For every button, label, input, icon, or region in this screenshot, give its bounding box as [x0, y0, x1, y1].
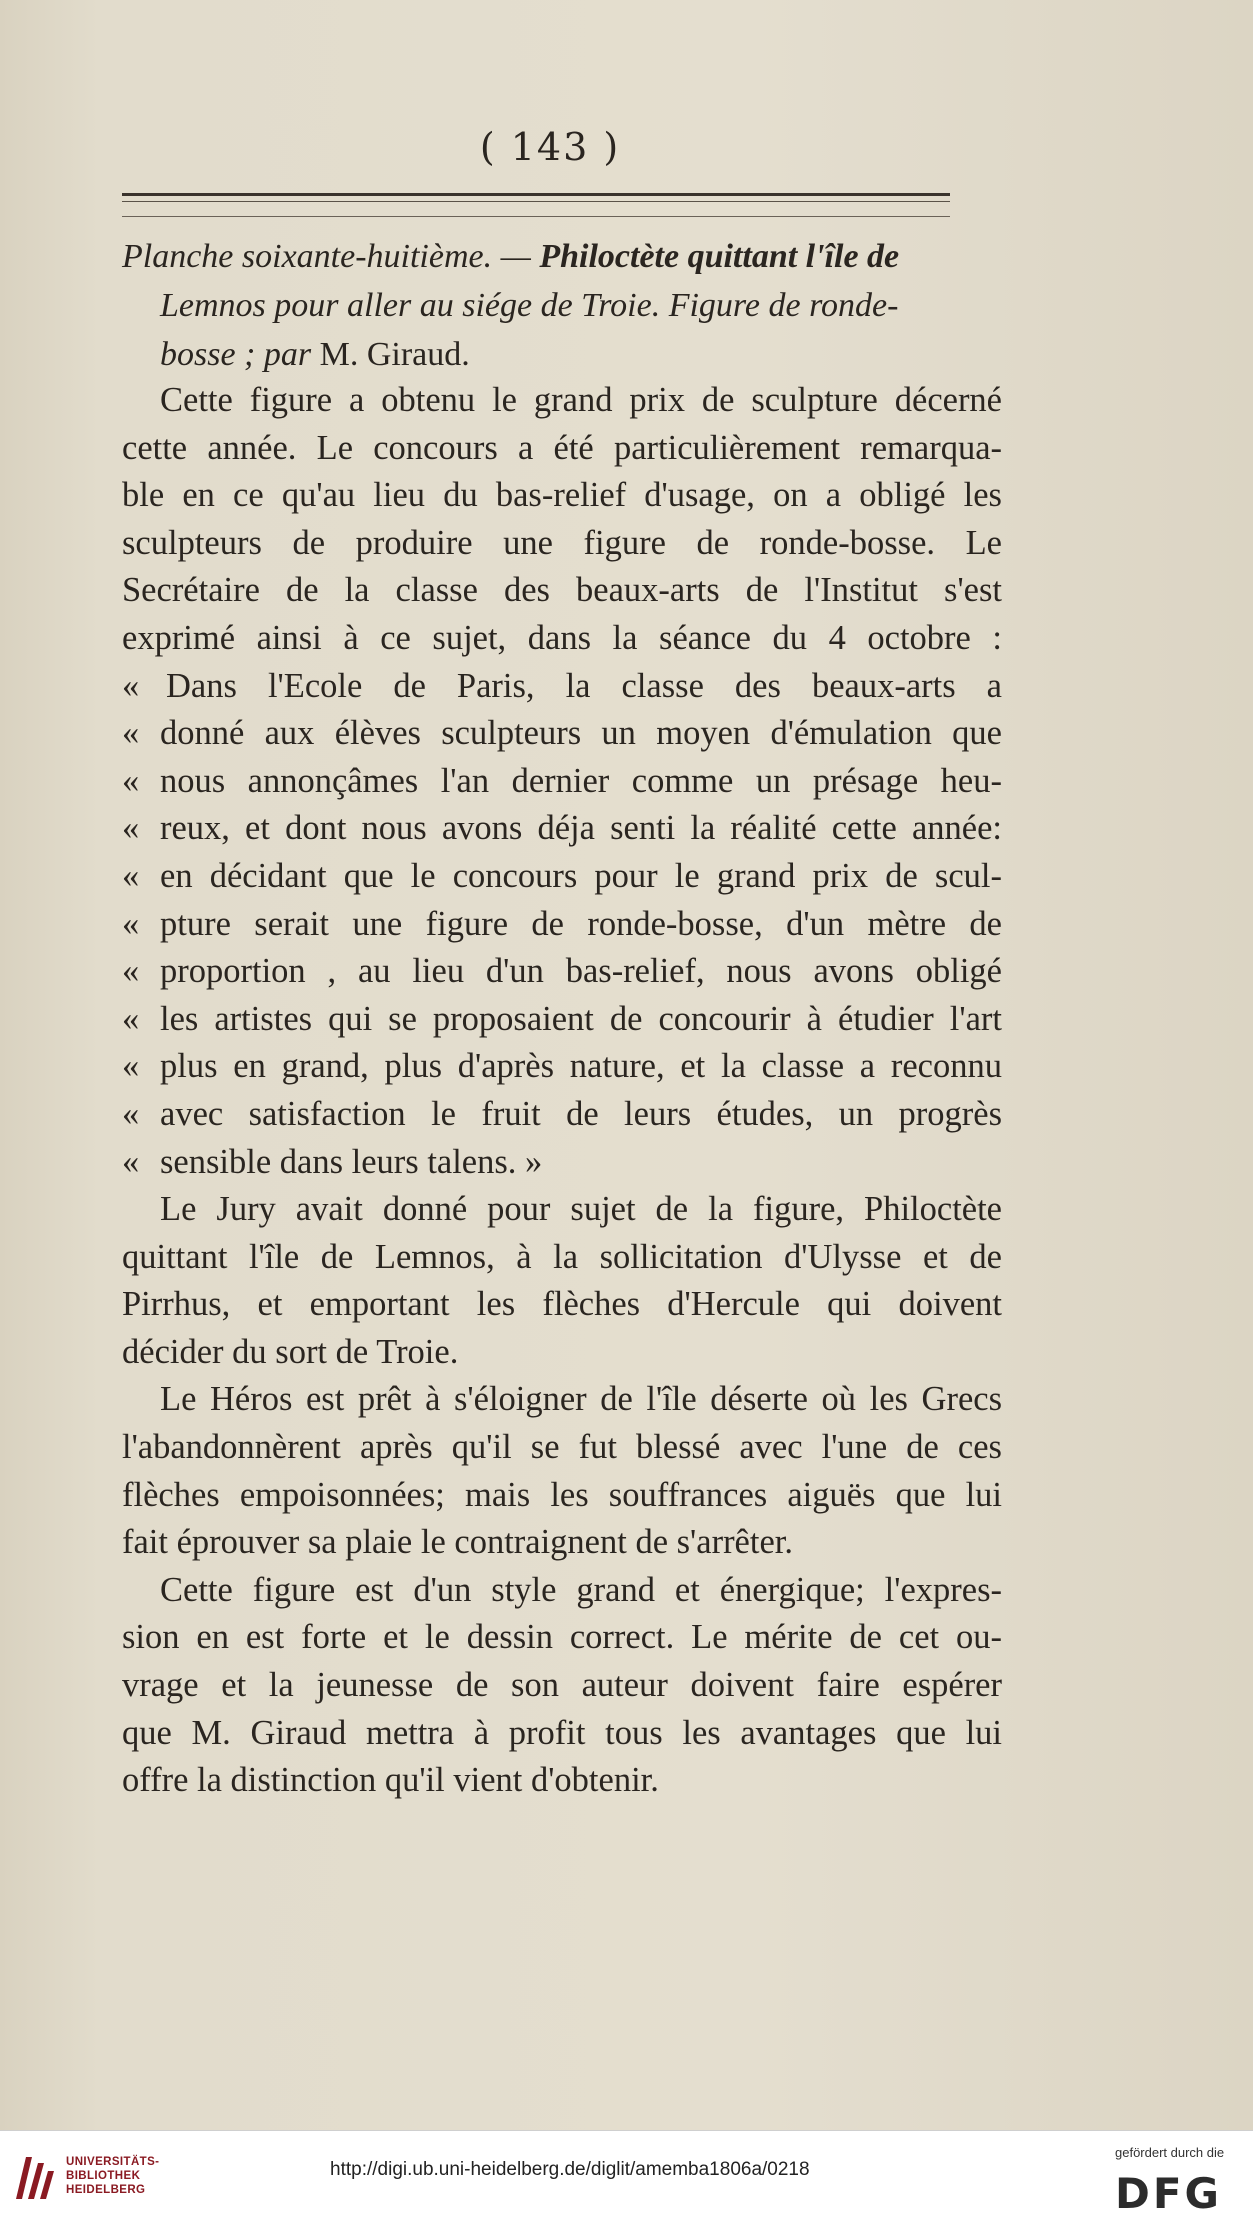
text-line — [122, 1091, 1002, 1139]
quote-mark: « — [122, 904, 140, 943]
quote-mark: « — [122, 952, 140, 991]
line-text: plus en grand, plus d'après nature, et la classe a reconnu — [160, 1047, 1002, 1086]
text-line — [122, 1567, 1002, 1615]
line-text: cette année. Le concours a été particulièrement remarqua- — [122, 428, 1002, 467]
text-line — [122, 615, 1002, 663]
quote-mark: « — [122, 1094, 140, 1133]
text-line — [122, 901, 1002, 949]
library-name-line: UNIVERSITÄTS- — [66, 2156, 160, 2168]
heading-fragment: Planche soixante-huitième. — — [122, 238, 540, 275]
line-text: offre la distinction qu'il vient d'obtenir. — [122, 1761, 659, 1800]
heading-line — [122, 281, 1002, 330]
text-line — [122, 758, 1002, 806]
text-line — [122, 1519, 1002, 1567]
quote-mark: « — [122, 761, 140, 800]
line-text: vrage et la jeunesse de son auteur doivent faire espérer — [122, 1666, 1002, 1705]
text-line — [122, 1281, 1002, 1329]
page-number: ( 143 ) — [479, 125, 621, 169]
line-text: fait éprouver sa plaie le contraignent de s'arrêter. — [122, 1523, 793, 1562]
heading-line — [122, 232, 1002, 281]
text-line — [122, 377, 1002, 425]
heading-fragment: bosse ; par — [160, 336, 320, 373]
text-line — [122, 710, 1002, 758]
line-text: que M. Giraud mettra à profit tous les avantages que lui — [122, 1713, 1002, 1752]
text-line — [122, 805, 1002, 853]
quote-mark: « — [122, 714, 140, 753]
line-text: quittant l'île de Lemnos, à la sollicitation d'Ulysse et de — [122, 1237, 1002, 1276]
line-text: donné aux élèves sculpteurs un moyen d'émulation que — [160, 714, 1002, 753]
text-line — [122, 425, 1002, 473]
text-line — [122, 1472, 1002, 1520]
quote-mark: « — [122, 1047, 140, 1086]
quote-mark: « — [122, 809, 140, 848]
line-text: Le Jury avait donné pour sujet de la figure, Philoctète — [160, 1190, 1002, 1229]
text-line — [122, 1424, 1002, 1472]
line-text: ble en ce qu'au lieu du bas-relief d'usage, on a obligé les — [122, 476, 1002, 515]
line-text: l'abandonnèrent après qu'il se fut blessé avec l'une de ces — [122, 1428, 1002, 1467]
quote-mark: « — [122, 1142, 140, 1181]
text-line — [122, 1376, 1002, 1424]
footer-bar — [0, 2130, 1253, 2224]
line-text: pture serait une figure de ronde-bosse, d'un mètre de — [160, 904, 1002, 943]
line-text: nous annonçâmes l'an dernier comme un présage heu- — [160, 761, 1002, 800]
text-line — [122, 1757, 1002, 1805]
text-line — [122, 472, 1002, 520]
plate-heading — [122, 232, 1002, 379]
permalink-url[interactable]: http://digi.ub.uni-heidelberg.de/diglit/amemba1806a/0218 — [330, 2159, 810, 2180]
heading-fragment: M. Giraud. — [319, 336, 470, 373]
text-line — [122, 1614, 1002, 1662]
header-rule-lower — [122, 216, 950, 217]
text-line — [122, 567, 1002, 615]
text-line — [122, 996, 1002, 1044]
text-line — [122, 1710, 1002, 1758]
dfg-logo: DFG — [1115, 2169, 1223, 2218]
line-text: en décidant que le concours pour le grand prix de scul- — [160, 856, 1002, 895]
header-rule-thick — [122, 193, 950, 196]
text-line — [122, 1139, 1002, 1187]
line-text: sion en est forte et le dessin correct. Le mérite de cet ou- — [122, 1618, 1002, 1657]
text-line — [122, 1043, 1002, 1091]
heading-fragment: Lemnos pour aller au siége de Troie. Figure de ronde- — [160, 287, 899, 324]
quote-mark: « — [122, 999, 140, 1038]
line-text: Secrétaire de la classe des beaux-arts de l'Institut s'est — [122, 571, 1002, 610]
text-line — [122, 520, 1002, 568]
line-text: flèches empoisonnées; mais les souffrances aiguës que lui — [122, 1475, 1002, 1514]
line-text: les artistes qui se proposaient de concourir à étudier l'art — [160, 999, 1002, 1038]
text-line — [122, 1234, 1002, 1282]
text-line — [122, 663, 1002, 711]
text-line — [122, 1662, 1002, 1710]
line-text: exprimé ainsi à ce sujet, dans la séance du 4 octobre : — [122, 618, 1002, 657]
university-library-logo-icon — [12, 2153, 56, 2203]
text-line — [122, 1186, 1002, 1234]
line-text: sculpteurs de produire une figure de ronde-bosse. Le — [122, 523, 1002, 562]
line-text: avec satisfaction le fruit de leurs études, un progrès — [160, 1094, 1002, 1133]
line-text: proportion , au lieu d'un bas-relief, nous avons obligé — [160, 952, 1002, 991]
quote-mark: « — [122, 856, 140, 895]
line-text: Le Héros est prêt à s'éloigner de l'île déserte où les Grecs — [160, 1380, 1002, 1419]
library-name-line: BIBLIOTHEK — [66, 2170, 141, 2182]
text-line — [122, 1329, 1002, 1377]
text-line — [122, 853, 1002, 901]
body-text — [122, 377, 1002, 1805]
line-text: Pirrhus, et emportant les flèches d'Hercule qui doivent — [122, 1285, 1002, 1324]
line-text: Cette figure a obtenu le grand prix de sculpture décerné — [160, 381, 1002, 419]
funding-label: gefördert durch die — [1115, 2145, 1225, 2160]
quote-mark: « — [122, 666, 140, 705]
library-name-line: HEIDELBERG — [66, 2184, 146, 2196]
line-text: Cette figure est d'un style grand et énergique; l'expres- — [160, 1570, 1002, 1609]
line-text: Dans l'Ecole de Paris, la classe des beaux-arts a — [166, 666, 1002, 705]
heading-line — [122, 330, 1002, 379]
library-name — [66, 2155, 159, 2197]
line-text: sensible dans leurs talens. » — [160, 1142, 543, 1181]
line-text: reux, et dont nous avons déja senti la réalité cette année: — [160, 809, 1002, 848]
text-line — [122, 948, 1002, 996]
line-text: décider du sort de Troie. — [122, 1332, 459, 1371]
header-rule-thin — [122, 201, 950, 202]
heading-fragment: Philoctète quittant l'île de — [539, 238, 900, 275]
